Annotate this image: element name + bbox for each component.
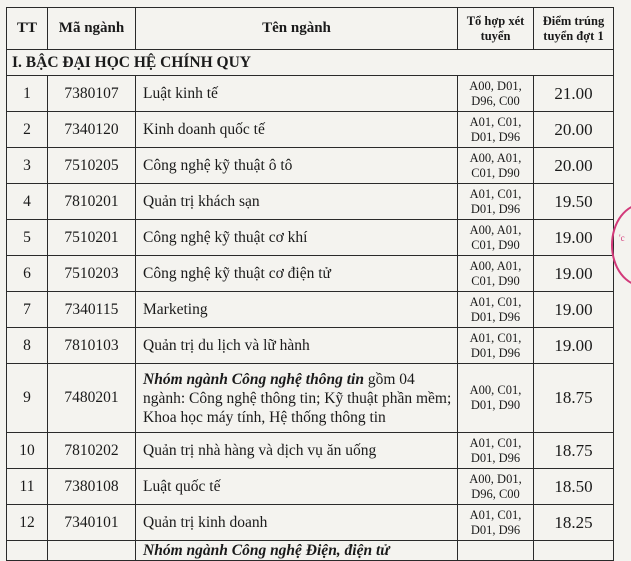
- combo-line1: A00, A01,: [469, 150, 522, 165]
- major-name: Marketing: [136, 292, 458, 328]
- table-row: [7, 292, 614, 328]
- admission-score: 19.00: [534, 328, 614, 364]
- table-row: [7, 184, 614, 220]
- subject-combinations: [458, 148, 534, 184]
- combo-line1: A00, D01,: [469, 471, 522, 486]
- major-name: [136, 541, 458, 561]
- major-name: Công nghệ kỹ thuật ô tô: [136, 148, 458, 184]
- red-seal-stamp: 'c: [611, 203, 631, 287]
- row-number: 10: [7, 433, 48, 469]
- admission-score: 18.50: [534, 469, 614, 505]
- major-name: [136, 364, 458, 433]
- subject-combinations: [458, 76, 534, 112]
- combo-line2: D01, D96: [470, 309, 521, 324]
- combo-line1: A01, C01,: [469, 507, 522, 522]
- combo-line1: A01, C01,: [469, 186, 522, 201]
- major-name: Quản trị khách sạn: [136, 184, 458, 220]
- table-row: [7, 328, 614, 364]
- major-code: 7380107: [48, 76, 136, 112]
- major-code: 7380108: [48, 469, 136, 505]
- admission-score: 18.75: [534, 433, 614, 469]
- table-row-partial: [7, 541, 614, 561]
- table-row: [7, 148, 614, 184]
- combo-line1: A01, C01,: [469, 330, 522, 345]
- admission-score: 21.00: [534, 76, 614, 112]
- table-row: [7, 469, 614, 505]
- subject-combinations: [458, 505, 534, 541]
- header-to-hop-line1: Tổ hợp xét: [466, 13, 525, 28]
- combo-line1: A00, C01,: [469, 383, 522, 397]
- admission-score: 19.00: [534, 292, 614, 328]
- combo-line1: A00, A01,: [469, 258, 522, 273]
- major-name: Quản trị nhà hàng và dịch vụ ăn uống: [136, 433, 458, 469]
- subject-combinations: [458, 220, 534, 256]
- row-number: 4: [7, 184, 48, 220]
- major-code: 7810202: [48, 433, 136, 469]
- combo-line2: D96, C00: [471, 93, 520, 108]
- admission-score: 19.50: [534, 184, 614, 220]
- admission-scores-table: [6, 7, 614, 561]
- combo-line2: D01, D96: [470, 129, 521, 144]
- combo-line2: D01, D90: [470, 398, 521, 412]
- major-code: 7510201: [48, 220, 136, 256]
- combo-line1: A01, C01,: [469, 294, 522, 309]
- header-ma-nganh: Mã ngành: [48, 8, 136, 50]
- combo-line2: D01, D96: [470, 345, 521, 360]
- major-group-desc: gồm 04 ngành: Công nghệ thông tin; Kỹ thuật phần mềm; Khoa học máy tính, Hệ thống thông tin: [143, 370, 452, 426]
- admission-score: 18.25: [534, 505, 614, 541]
- admission-score: 20.00: [534, 148, 614, 184]
- combo-line2: D01, D96: [470, 201, 521, 216]
- major-group-name: Nhóm ngành Công nghệ Điện, điện tử: [143, 542, 390, 559]
- table-row: [7, 76, 614, 112]
- combo-line2: C01, D90: [471, 273, 520, 288]
- subject-combinations: [458, 292, 534, 328]
- header-tt: TT: [7, 8, 48, 50]
- row-number: 3: [7, 148, 48, 184]
- combo-line1: A00, D01,: [469, 78, 522, 93]
- major-name: Công nghệ kỹ thuật cơ điện tử: [136, 256, 458, 292]
- major-code: 7810201: [48, 184, 136, 220]
- subject-combinations: [458, 184, 534, 220]
- row-number: 6: [7, 256, 48, 292]
- row-number: 9: [7, 364, 48, 433]
- subject-combinations: [458, 112, 534, 148]
- major-name: Quản trị du lịch và lữ hành: [136, 328, 458, 364]
- table-row: [7, 220, 614, 256]
- header-ten-nganh: Tên ngành: [136, 8, 458, 50]
- major-code: 7810103: [48, 328, 136, 364]
- admission-score: 18.75: [534, 364, 614, 433]
- subject-combinations: [458, 364, 534, 433]
- row-number: 8: [7, 328, 48, 364]
- combo-line1: A01, C01,: [469, 114, 522, 129]
- combo-line1: A01, C01,: [469, 435, 522, 450]
- admission-score: 19.00: [534, 256, 614, 292]
- combo-line2: D01, D96: [470, 522, 521, 537]
- header-to-hop: [458, 8, 534, 50]
- admission-score: 19.00: [534, 220, 614, 256]
- major-code: 7510205: [48, 148, 136, 184]
- major-code: 7340115: [48, 292, 136, 328]
- major-name: Quản trị kinh doanh: [136, 505, 458, 541]
- combo-line2: D01, D96: [470, 450, 521, 465]
- header-diem-line1: Điểm trúng: [542, 13, 605, 28]
- major-code: 7510203: [48, 256, 136, 292]
- row-number: 5: [7, 220, 48, 256]
- section-row: [7, 50, 614, 76]
- major-name: Công nghệ kỹ thuật cơ khí: [136, 220, 458, 256]
- section-title: I. BẬC ĐẠI HỌC HỆ CHÍNH QUY: [7, 50, 614, 76]
- combo-line2: D96, C00: [471, 486, 520, 501]
- header-diem: [534, 8, 614, 50]
- header-row: [7, 8, 614, 50]
- table-row: [7, 433, 614, 469]
- header-diem-line2: tuyển đợt 1: [543, 28, 604, 43]
- subject-combinations: [458, 328, 534, 364]
- major-name: Luật kinh tế: [136, 76, 458, 112]
- combo-line2: C01, D90: [471, 237, 520, 252]
- major-code: 7340120: [48, 112, 136, 148]
- subject-combinations: [458, 469, 534, 505]
- row-number: 7: [7, 292, 48, 328]
- subject-combinations: [458, 256, 534, 292]
- header-to-hop-line2: tuyển: [480, 28, 511, 43]
- table-row: [7, 364, 614, 433]
- combo-line1: A00, A01,: [469, 222, 522, 237]
- table-row: [7, 112, 614, 148]
- major-name: Luật quốc tế: [136, 469, 458, 505]
- table-row: [7, 505, 614, 541]
- table-row: [7, 256, 614, 292]
- major-code: 7340101: [48, 505, 136, 541]
- major-name: Kinh doanh quốc tế: [136, 112, 458, 148]
- major-group-name: Nhóm ngành Công nghệ thông tin: [143, 370, 364, 388]
- subject-combinations: [458, 433, 534, 469]
- row-number: 11: [7, 469, 48, 505]
- combo-line2: C01, D90: [471, 165, 520, 180]
- row-number: 2: [7, 112, 48, 148]
- row-number: 12: [7, 505, 48, 541]
- admission-score: 20.00: [534, 112, 614, 148]
- major-code: 7480201: [48, 364, 136, 433]
- row-number: 1: [7, 76, 48, 112]
